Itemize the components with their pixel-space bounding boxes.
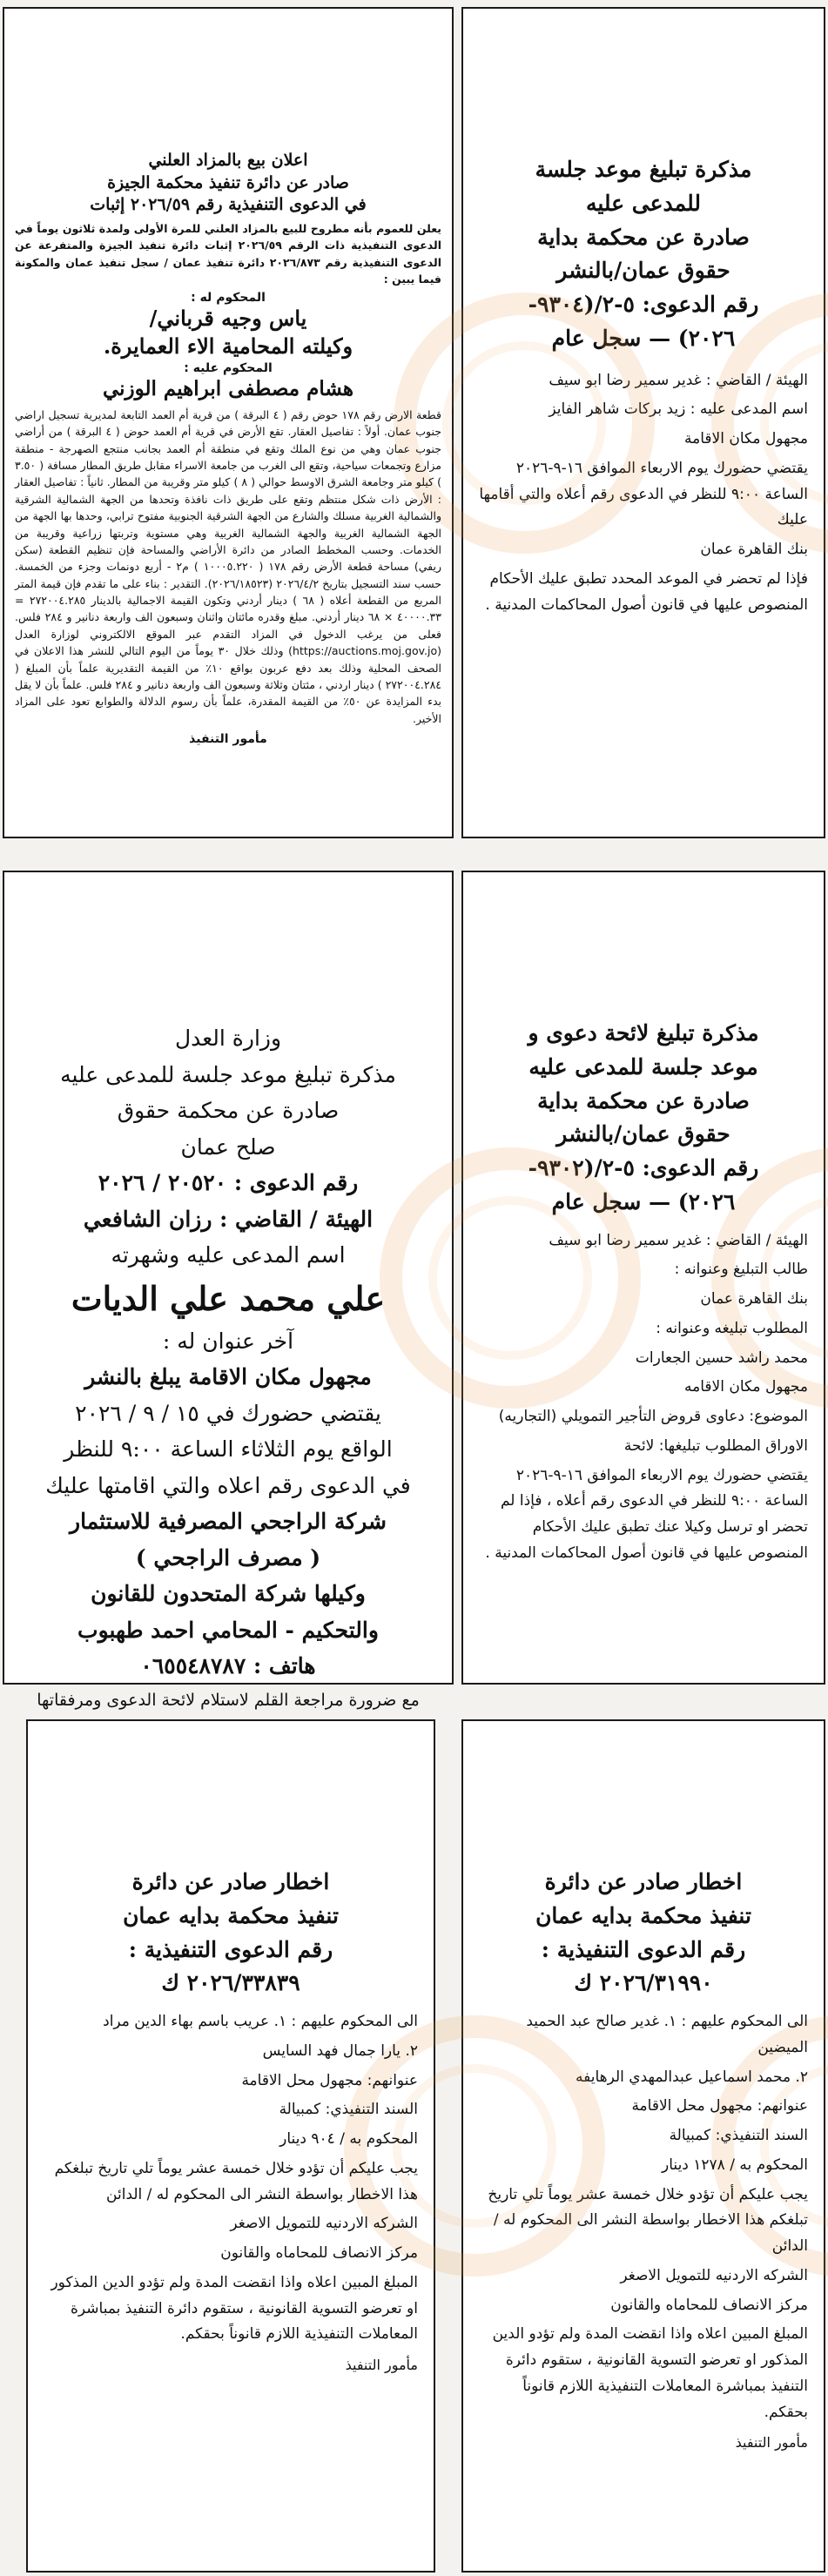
amount-line: المحكوم به / ١٢٧٨ دينار [662,2156,808,2174]
auction-title-line: في الدعوى التنفيذية رقم ٢٠٢٦/٥٩ إثبات [90,195,367,215]
defendant-line: اسم المدعى عليه : زيد بركات شاهر الفايز [549,400,808,419]
debtors-line: ٢. محمد اسماعيل عبدالمهدي الرهايفه [576,2068,808,2086]
debtor-name: هشام مصطفى ابراهيم الوزني [102,376,354,400]
creditor-lawyer-line: مركز الانصاف للمحاماه والقانون [610,2296,808,2314]
auction-footer: مأمور التنفيذ [189,732,267,747]
notice-title-line: رقم الدعوى التنفيذية : [128,1936,333,1962]
agent-line: وكيلها شركة المتحدون للقانون [91,1581,366,1607]
instrument-line: السند التنفيذي: كمبيالة [279,2101,418,2119]
notice-claim-statement-right [461,871,825,1685]
ministry-name: وزارة العدل [174,1026,282,1051]
judge-line: الهيئة / القاضي : غدير سمير رضا ابو سيف [549,1231,808,1249]
case-number: رقم الدعوى: ٥-٢/(٩٣٠٤- [528,292,759,317]
convicted-label: المحكوم له : [191,291,266,306]
notice-title-line: صلح عمان [180,1133,276,1160]
requester-label: طالب التبليغ وعنوانه : [674,1261,808,1279]
auction-details: قطعة الارض رقم ١٧٨ حوض رقم ( ٤ البرقة ) من قرية أم العمد التابعة لمديرية تسجيل اراضي جنوب عمان. أولاً : تفاصيل العقار. تقع الأرض في قرية أم العمد حوض ( ٤ البرقة ) من أراضي جنوب عمان وهي من نوع الملك وتقع في منطقة أم العمد بجانب منتجع الصهرجة - منطقة مزارع وتجمعات سياحية، وتقع الى الغرب من جامعة الاسراء مقابل طريق المطار مسافة ( ٣.٥٠ ) كيلو متر وجامعة الشرق الاوسط حوالي ( ٨ ) كيلو متر وقريبة من المطار. ثانياً : تفاصيل العقار : الأرض ذات شكل منتظم وتقع على طريق ذات نافذة وتحدها من الجهة الشمالية الشرقية والشمالية الغربية مسلك والشارع من الجهة الشرقية الجنوبية مفتوح ترابي، وحدها بها الجهة من الجهة الشمالية الغربية والجهة الشمالية الغربية وهي مستوية وتربتها زراعية وقريبة من الخدمات. وحسب المخطط الصادر من دائرة الأراضي والمساحة فإن تنظيم القطعة (سكن ريفي) مساحة قطعة الأرض رقم ١٧٨ ( ١٠٠٠٥.٢٢٠ ) م٢ - أربع دونمات وجزء من الخمسة. حسب سند التسجيل بتاريخ ٢٠٢٦/٤/٢ (٢٠٢٦/١٨٥٢٣). التقدير : بناء على ما تقدم فإن قيمة المتر المربع من القطعة أعلاه ( ٦٨ ) دينار أردني وتكون القيمة الاجمالية بالدينار ٢٧٢٠٠٤.٢٨٥ = ٤٠٠٠٠.٣٣ × ٦٨ دينار أردني. مبلغ وقدره مائتان واثنان وسبعون الف واربعة دنانير و ٢٨٤ فلس. فعلى من يرغب الدخول في المزاد التقدم عبر الموقع الالكتروني لوزارة العدل (https://auctions.moj.gov.jo) وذلك خلال ٣٠ يوماً من اليوم التالي للنشر هذا الاعلان في الصحف المحلية وذلك بعد دفع عربون بواقع ١٠٪ من القيمة التقديرية علماً بأن المبلغ ( ٢٧٢٠٠٤.٢٨٤ ) دينار اردني ، مئتان وثلاثة وسبعون الف واربعة دنانير و ٢٨٤ فلس. علماً بأن لا يقل بدء المزايدة عن ٥٠٪ من القيمة المقدرة، علماً بأن رسوم الدلالة والطوابع تعود على المزاد الأخير. [15,407,442,725]
notice-title-line: تنفيذ محكمة بدايه عمان [535,1902,751,1928]
documents-note: مع ضرورة مراجعة القلم لاستلام لائحة الدعوى ومرفقاتها [37,1690,420,1710]
notice-execution-left [26,1719,435,2573]
phone-line: هاتف : ٠٦٥٥٤٨٧٨٧ [140,1653,316,1679]
notice-title-line: مذكرة تبليغ موعد جلسة [535,157,752,182]
recipient-label: المطلوب تبليغه وعنوانه : [656,1319,808,1337]
notice-justice-ministry-left [3,871,454,1710]
notice-title-line: تنفيذ محكمة بدايه عمان [123,1902,339,1928]
creditor-lawyer-line: مركز الانصاف للمحاماه والقانون [220,2244,418,2262]
legal-warning-line: المبلغ المبين اعلاه واذا انقضت المدة ولم تؤدو الدين المذكور او تعرضو التسوية القانونية ، ستقوم دائرة التنفيذ بمباشرة المعاملات التنفيذية اللازم قانوناً بحقكم. [50,2273,418,2344]
execution-officer: مأمور التنفيذ [735,2434,808,2452]
address-line: عنوانهم: مجهول محل الاقامة [241,2071,418,2089]
residence-line: مجهول مكان الاقامة [684,430,808,447]
requester-name: بنك القاهرة عمان [700,1290,808,1308]
case-number: ٢٠٢٦/٣٣٨٣٩ ك [161,1970,300,1996]
notice-title-line: مذكرة تبليغ لائحة دعوى و [528,1020,759,1046]
debtor-label: المحكوم عليه : [184,360,273,375]
judge-line: الهيئة / القاضي : رزان الشافعي [83,1206,374,1232]
lawyer-line: والتحكيم - المحامي احمد طهبوب [77,1617,379,1643]
defendant-name: علي محمد علي الديات [71,1278,386,1318]
payment-demand-line: يجب عليكم أن تؤدو خلال خمسة عشر يوماً تلي تاريخ تبلغكم هذا الاخطار بواسطة النشر الى المحكوم له / الدائن [488,2185,808,2255]
notice-title-line: اخطار صادر عن دائرة [131,1869,330,1894]
residence-line: مجهول مكان الاقامه [684,1378,808,1396]
creditor-line: الشركه الاردنيه للتمويل الاصغر [620,2266,808,2284]
address-label: آخر عنوان له : [162,1328,294,1354]
instrument-line: السند التنفيذي: كمبيالة [669,2127,808,2144]
hearing-line: يقتضي حضورك يوم الاربعاء الموافق ١٦-٩-٢٠٢٦ الساعة ٩:٠٠ للنظر في الدعوى رقم أعلاه والتي أقامها عليك [479,459,808,529]
notice-title-line: اخطار صادر عن دائرة [544,1869,743,1894]
notice-title-line: مذكرة تبليغ موعد جلسة للمدعى عليه [60,1061,396,1087]
notice-title-line: صادرة عن محكمة بداية [537,224,750,250]
notice-title-line: موعد جلسة للمدعى عليه [528,1053,758,1079]
creditor-line: الشركه الاردنيه للتمويل الاصغر [230,2215,418,2233]
payment-demand-line: يجب عليكم أن تؤدو خلال خمسة عشر يوماً تلي تاريخ تبلغكم هذا الاخطار بواسطة النشر الى المحكوم له / الدائن [54,2159,418,2203]
notice-title-line: صادرة عن محكمة حقوق [117,1098,340,1123]
execution-officer: مأمور التنفيذ [345,2357,418,2373]
notice-title-line: حقوق عمان/بالنشر [556,1121,730,1147]
hearing-date-line: يقتضي حضورك في ١٥ / ٩ / ٢٠٢٦ [75,1400,381,1426]
notice-title-line: للمدعى عليه [585,190,702,216]
hearing-time-line: الواقع يوم الثلاثاء الساعة ٩:٠٠ للنظر [64,1436,393,1463]
case-reference-line: في الدعوى رقم اعلاه والتي اقامتها عليك [45,1472,411,1498]
case-year: ٢٠٢٦) — سجل عام [551,325,736,351]
notice-title-line: حقوق عمان/بالنشر [556,258,730,284]
debtors-line: الى المحكوم عليهم : ١. غدير صالح عبد الحميد الميضين [526,2013,808,2056]
notice-auction-left [3,7,454,838]
hearing-line: يقتضي حضورك يوم الاربعاء الموافق ١٦-٩-٢٠٢٦ الساعة ٩:٠٠ للنظر في الدعوى رقم أعلاه ، فإذا لم تحضر او ترسل وكيلا عنك تطبق عليك الأحكام المنصوص عليها في قانون أصول المحاكمات المدنية . [485,1466,808,1562]
case-number: رقم الدعوى : ٢٠٥٢٠ / ٢٠٢٦ [98,1170,359,1195]
case-number: ٢٠٢٦/٣١٩٩٠ ك [574,1970,713,1996]
notice-title-line: صادرة عن محكمة بداية [537,1087,750,1113]
case-number: رقم الدعوى: ٥-٢/(٩٣٠٢- [528,1155,759,1180]
documents-line: الاوراق المطلوب تبليغها: لائحة [623,1436,808,1455]
address-line: عنوانهم: مجهول محل الاقامة [631,2097,808,2115]
debtors-line: الى المحكوم عليهم : ١. عريب باسم بهاء الدين مراد [103,2013,418,2030]
auction-title-line: اعلان بيع بالمزاد العلني [148,151,308,170]
plaintiff-line: بنك القاهرة عمان [700,541,808,558]
recipient-name: محمد راشد حسين الجعارات [635,1349,808,1367]
plaintiff-name: شركة الراجحي المصرفية للاستثمار [70,1509,387,1535]
defendant-label: اسم المدعى عليه وشهرته [111,1242,346,1268]
auction-title-line: صادر عن دائرة تنفيذ محكمة الجيزة [107,172,349,192]
convicted-lawyer: وكيلته المحامية الاء العمايرة. [103,333,353,359]
residence-line: مجهول مكان الاقامة يبلغ بالنشر [84,1364,372,1390]
auction-intro: يعلن للعموم بأنه مطروح للبيع بالمزاد العلني للمرة الأولى ولمدة ثلاثون يوماً في الدعوى التنفيذية ذات الرقم ٢٠٢٦/٥٩ إثبات دائرة تنفيذ الجيزة والمتفرعة عن الدعوى التنفيذية رقم ٢٠٢٦/٨٧٣ دائرة تنفيذ عمان / سجل تنفيذ عمان والمكونة فيما يبين : [15,221,442,286]
case-year: ٢٠٢٦) — سجل عام [551,1188,736,1214]
judge-line: الهيئة / القاضي : غدير سمير رضا ابو سيف [549,371,808,389]
amount-line: المحكوم به / ٩٠٤ دينار [279,2130,418,2148]
notice-hearing-date-right [461,7,825,838]
notice-title-line: رقم الدعوى التنفيذية : [541,1936,746,1962]
notice-execution-right [461,1719,825,2573]
legal-warning-line: فإذا لم تحضر في الموعد المحدد تطبق عليك الأحكام المنصوص عليها في قانون أصول المحاكمات المدنية . [485,569,808,614]
debtors-line: ٢. يارا جمال فهد السايس [262,2041,418,2060]
convicted-name: ياس وجيه قرباني/ [149,306,307,332]
legal-warning-line: المبلغ المبين اعلاه واذا انقضت المدة ولم تؤدو الدين المذكور او تعرضو التسوية القانونية ، ستقوم دائرة التنفيذ بمباشرة المعاملات التنفيذية اللازم قانوناً بحقكم. [492,2325,808,2421]
subject-line: الموضوع: دعاوى قروض التأجير التمويلي (التجاريه) [498,1408,808,1425]
plaintiff-alias: ( مصرف الراجحي ) [135,1544,321,1570]
